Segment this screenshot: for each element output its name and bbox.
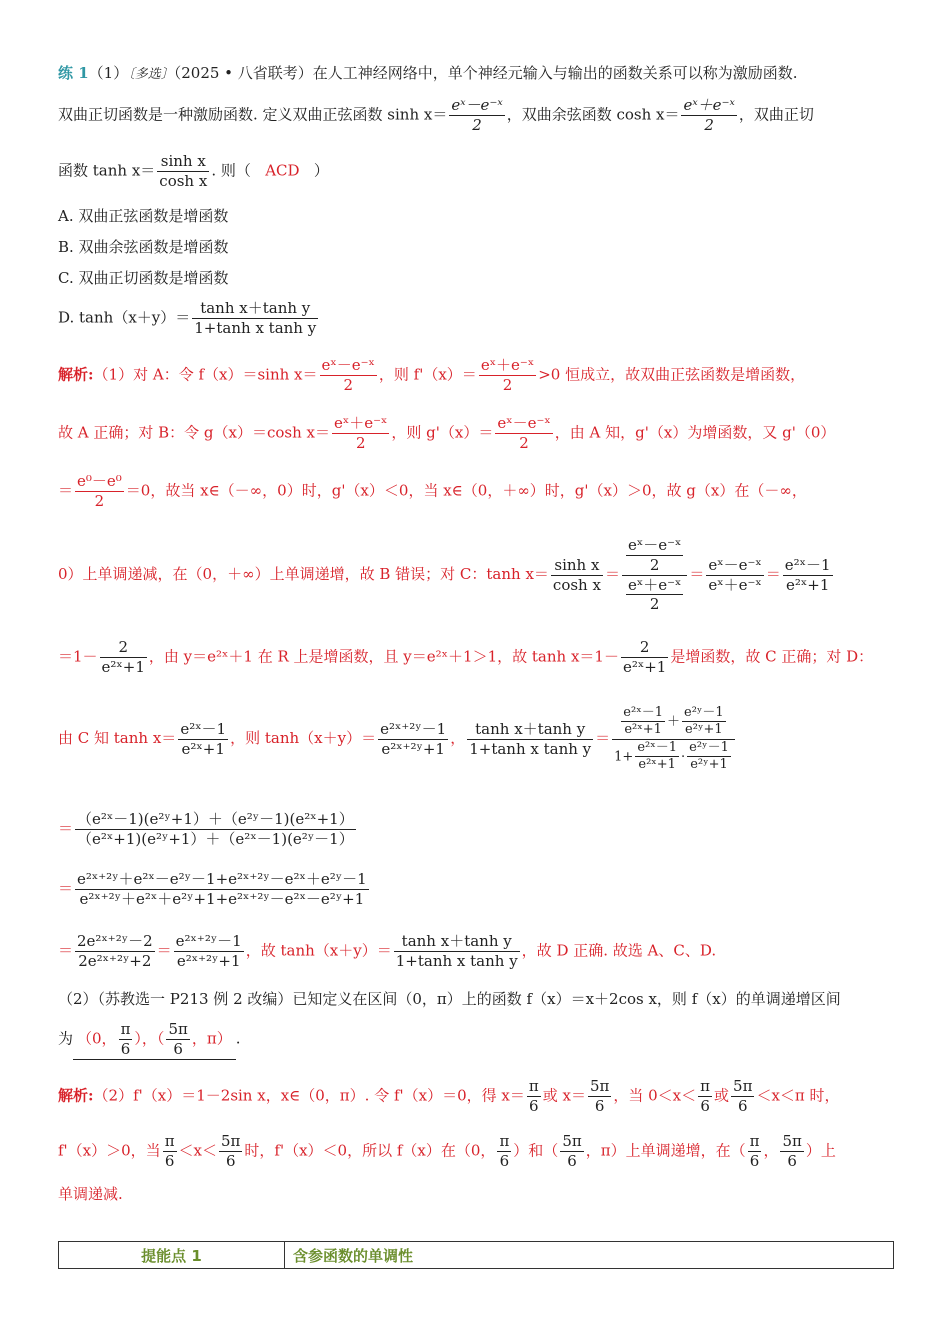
frac-den: cosh x xyxy=(552,575,601,594)
sol-text: （1）对 A：令 f（x）＝sinh x＝ xyxy=(93,365,318,384)
frac-den: 6 xyxy=(499,1151,510,1170)
frac-num: e²ˣ－1 xyxy=(621,705,665,722)
sol-text: 是增函数，故 C 正确；对 D： xyxy=(670,647,874,666)
frac-den: 6 xyxy=(749,1151,760,1170)
stem-text: D. tanh（x＋y）＝ xyxy=(58,308,191,327)
frac-num: e²ˣ⁺²ʸ－1 xyxy=(175,932,242,950)
solution2-line-3: 单调递减. xyxy=(58,1185,123,1203)
q2-line-2 xyxy=(58,1020,892,1060)
frac xyxy=(497,1132,511,1171)
frac-den: e²ʸ+1 xyxy=(685,722,723,738)
frac xyxy=(682,705,726,739)
frac-num: 5π xyxy=(221,1132,241,1150)
section-title: 含参函数的单调性 xyxy=(293,1246,414,1265)
q2-line-1: （2）（苏教选一 P213 例 2 改编）已知定义在区间（0，π）上的函数 f（x）＝x＋2cos x，则 f（x）的单调递增区间 xyxy=(58,990,841,1008)
frac-num: eˣ＋e⁻ˣ xyxy=(627,575,682,594)
frac-den: 2 xyxy=(704,115,714,134)
frac-den: 6 xyxy=(700,1096,710,1115)
frac-den: （e²ˣ+1)(e²ʸ+1）＋（e²ˣ－1)(e²ʸ－1） xyxy=(77,829,354,848)
question-stem: 在人工神经网络中，单个神经元输入与输出的函数关系可以称为激励函数. xyxy=(312,64,798,82)
sol-text: 由 C 知 tanh x＝ xyxy=(58,729,177,747)
stem-text: ，双曲余弦函数 cosh x＝ xyxy=(506,105,680,124)
frac-num: $\frac{\text{e²ˣ－1}}{\text{e²ˣ+1}}$ ＋ $\frac{\text{e²ʸ－1}}{\text{e²ʸ+1}}$ xyxy=(612,705,735,740)
frac-den: e²ˣ⁺²ʸ+1 xyxy=(381,739,445,758)
sol-text: ，则 f'（x）＝ xyxy=(378,365,477,384)
sol-text: ，则 tanh（x＋y）＝ xyxy=(230,729,377,747)
frac-num: eˣ－e⁻ˣ xyxy=(451,96,503,114)
stem-text: ） xyxy=(313,161,329,180)
frac xyxy=(748,1132,762,1171)
frac-num: 2 xyxy=(100,638,147,658)
frac-num: π xyxy=(749,1132,760,1150)
frac-num: tanh x＋tanh y xyxy=(394,932,520,952)
frac xyxy=(75,810,356,849)
frac-num: tanh x＋tanh y xyxy=(467,720,593,740)
sol-text: 或 x＝ xyxy=(542,1086,586,1105)
cosh-fraction xyxy=(681,96,736,135)
frac-den: 1+tanh x tanh y xyxy=(469,739,592,758)
part-label: （1） xyxy=(88,64,129,82)
sol-text: >0 恒成立，故双曲正弦函数是增函数， xyxy=(538,365,806,384)
frac xyxy=(75,472,124,511)
solution-line-6 xyxy=(58,705,892,773)
stem-text: . 则（ xyxy=(211,161,251,180)
solution2-label: 解析: xyxy=(58,1086,94,1105)
q1-line-2 xyxy=(58,96,892,135)
frac-num: e²ˣ⁺²ʸ＋e²ˣ－e²ʸ－1+e²ˣ⁺²ʸ－e²ˣ＋e²ʸ－1 xyxy=(77,870,367,888)
frac-den: e²ˣ+1 xyxy=(624,722,662,738)
sol-text: ＝ xyxy=(604,565,620,583)
sol-text: ＜x＜π 时， xyxy=(756,1086,840,1105)
stem-text: ，双曲正切 xyxy=(738,105,814,124)
frac-num xyxy=(622,536,687,576)
sinh-fraction xyxy=(449,96,504,135)
sol-text: ＝1－ xyxy=(58,647,98,666)
solution-line-9: ＝ $\frac{\text{2e²ˣ⁺²ʸ－2}}{\text{2e²ˣ⁺²ʸ+2}}$ ＝ $\frac{\text{e²ˣ⁺²ʸ－1}}{\text{e²ˣ⁺²ʸ+1}}$ ，故 tanh（x＋y）＝ $\frac{\text{tanh x＋tanh y}}{\text{1+tanh x tanh y}}$ ，故 D 正确. 故选 A、C、D. xyxy=(58,932,717,970)
solution-line-3 xyxy=(58,472,892,511)
frac xyxy=(479,356,536,395)
frac-num: e²ˣ⁺²ʸ－1 xyxy=(380,719,447,738)
frac xyxy=(560,1132,583,1171)
sol-text: 时，f'（x）＜0，所以 f（x）在（0， xyxy=(244,1141,496,1160)
frac-den: 1+tanh x tanh y xyxy=(194,318,317,337)
exercise-label: 练 1 xyxy=(58,64,89,82)
sol-text: ＝ xyxy=(765,565,781,583)
frac xyxy=(621,638,668,677)
sol-text: ＝ xyxy=(689,565,705,583)
frac-den: e²ˣ+1 xyxy=(786,575,830,594)
frac-den: 2 xyxy=(519,433,529,452)
frac-num: 5π xyxy=(733,1077,753,1095)
frac-num: e²ʸ－1 xyxy=(687,740,731,757)
frac xyxy=(75,870,369,909)
sol-text: f'（x）＞0，当 xyxy=(58,1141,161,1160)
frac-num: sinh x xyxy=(157,152,209,172)
sol-text: ＝0，故当 x∈（－∞，0）时，g'（x）＜0，当 x∈（0，＋∞）时，g'（x）＞0，故 g（x）在（－∞， xyxy=(125,481,807,500)
solution-line-7: ＝ $\frac{\text{（e²ˣ－1)(e²ʸ+1）＋（e²ʸ－1)(e²ˣ+1）}}{\text{（e²ˣ+1)(e²ʸ+1）＋（e²ˣ－1)(e²ʸ－1）}}$ xyxy=(58,810,354,848)
frac-num: e²ˣ－1 xyxy=(180,719,227,738)
frac-num: 5π xyxy=(562,1132,582,1150)
frac xyxy=(320,356,377,395)
sol-text: ，故 D 正确. 故选 A、C、D. xyxy=(521,941,717,960)
tanh-fraction xyxy=(157,152,209,191)
sol-text: ＝ xyxy=(58,481,74,500)
frac-num: π xyxy=(120,1020,131,1038)
frac-num: π xyxy=(164,1132,175,1150)
sol-text: 故 A 正确；对 B：令 g（x）＝cosh x＝ xyxy=(58,423,331,442)
sol-text: ）上 xyxy=(805,1141,836,1160)
frac xyxy=(394,932,520,971)
frac xyxy=(174,932,244,971)
frac-num: 2 xyxy=(621,638,668,658)
frac xyxy=(621,705,665,739)
option-c: C. 双曲正切函数是增函数 xyxy=(58,269,229,287)
answer: ACD xyxy=(265,161,300,180)
frac-den: 6 xyxy=(594,1096,605,1115)
solution2-line-1 xyxy=(58,1077,892,1116)
frac-den: 2 xyxy=(94,491,105,510)
frac-den: 1+tanh x tanh y xyxy=(395,951,518,970)
frac xyxy=(378,720,448,759)
frac-num: eˣ－e⁻ˣ xyxy=(497,414,551,432)
question-source: （2025 • 八省联考） xyxy=(173,64,313,82)
frac xyxy=(163,1132,177,1171)
frac xyxy=(178,720,228,759)
stem-text: 为 xyxy=(58,1029,74,1048)
frac-den: cosh x xyxy=(159,171,208,190)
frac xyxy=(783,556,833,595)
frac-num: π xyxy=(700,1077,711,1095)
question-tag: 〔多选〕 xyxy=(128,67,174,82)
frac-den: 2 xyxy=(343,375,353,394)
frac-num: eˣ－e⁻ˣ xyxy=(708,555,762,574)
frac-den: 6 xyxy=(164,1151,175,1170)
frac-den: 2 xyxy=(355,433,366,452)
frac xyxy=(706,556,763,595)
sol-text: ，由 A 知，g'（x）为增函数，又 g'（0） xyxy=(554,423,836,442)
solution-line-1 xyxy=(58,356,892,395)
frac-num: e⁰－e⁰ xyxy=(77,472,122,490)
solution-line-4 xyxy=(58,536,892,614)
frac-den: e²ˣ+1 xyxy=(638,756,676,772)
frac-den: 2 xyxy=(472,115,482,134)
frac xyxy=(219,1132,242,1171)
frac xyxy=(119,1020,133,1059)
frac xyxy=(698,1077,712,1116)
frac-den: 6 xyxy=(120,1039,131,1058)
sol-text: ， xyxy=(450,729,466,747)
frac-den: 6 xyxy=(737,1096,748,1115)
frac-num: eˣ－e⁻ˣ xyxy=(321,356,375,374)
frac-den: e²ˣ⁺²ʸ+1 xyxy=(176,951,241,970)
frac-den: e²ˣ+1 xyxy=(181,739,225,758)
sol-text: ，当 0＜x＜ xyxy=(613,1086,697,1105)
ans-text: ，π） xyxy=(191,1029,232,1048)
option-a: A. 双曲正弦函数是增函数 xyxy=(58,207,229,225)
frac-num: e²ˣ－1 xyxy=(635,740,679,757)
frac-den: e²ˣ+1 xyxy=(622,657,667,676)
frac-den xyxy=(622,576,687,615)
frac-num: eˣ＋e⁻ˣ xyxy=(683,96,735,114)
frac-den: 6 xyxy=(225,1151,236,1170)
frac xyxy=(635,740,679,774)
sol-text: ）和（ xyxy=(513,1141,559,1160)
section-header-table xyxy=(58,1241,894,1269)
frac-den: 2 xyxy=(649,595,660,614)
frac-num: eˣ－e⁻ˣ xyxy=(627,536,682,554)
frac-den: 2 xyxy=(502,375,513,394)
frac-den: e²ˣ+1 xyxy=(101,657,145,676)
sol-text: ，由 y＝e²ˣ＋1 在 R 上是增函数，且 y＝e²ˣ＋1＞1，故 tanh x＝1－ xyxy=(148,647,619,666)
option-b: B. 双曲余弦函数是增函数 xyxy=(58,238,229,256)
frac-num: sinh x xyxy=(551,556,603,576)
option-d-fraction xyxy=(192,299,318,338)
frac-den: 2e²ˣ⁺²ʸ+2 xyxy=(78,951,152,970)
stem-text: 双曲正切函数是一种激励函数. 定义双曲正弦函数 sinh x＝ xyxy=(58,105,448,124)
frac-num: tanh x＋tanh y xyxy=(192,299,318,319)
frac xyxy=(332,414,389,453)
solution-label: 解析: xyxy=(58,365,94,384)
frac xyxy=(527,1077,541,1116)
ans-text: （0， xyxy=(77,1029,117,1048)
frac-num: e²ˣ－1 xyxy=(784,555,831,574)
sol-text: ，π）上单调递增，在（ xyxy=(585,1141,746,1160)
frac xyxy=(495,414,552,453)
frac xyxy=(100,638,147,677)
frac-num: （e²ˣ－1)(e²ʸ+1）＋（e²ʸ－1)(e²ˣ+1） xyxy=(77,810,354,828)
section-label: 提能点 1 xyxy=(59,1242,285,1268)
frac xyxy=(626,576,683,615)
sol-text: 或 xyxy=(714,1086,730,1105)
frac xyxy=(588,1077,611,1116)
sol-text: ＜x＜ xyxy=(178,1141,218,1160)
q1-line-1 xyxy=(58,64,892,84)
sol-text: ，则 g'（x）＝ xyxy=(391,423,494,442)
frac-den: 2 xyxy=(649,555,660,574)
frac-num: π xyxy=(499,1132,510,1150)
frac xyxy=(467,720,593,759)
frac-num: eˣ＋e⁻ˣ xyxy=(334,414,388,432)
frac xyxy=(626,536,683,575)
frac-den: 6 xyxy=(173,1039,183,1058)
frac xyxy=(551,556,603,595)
sol-text: ， xyxy=(763,1141,779,1160)
frac-den: e²ʸ+1 xyxy=(690,756,728,772)
sol-text: （2）f'（x）＝1－2sin x，x∈（0，π）. 令 f'（x）＝0，得 x＝ xyxy=(93,1086,525,1105)
frac-num: 5π xyxy=(782,1132,802,1150)
frac-num: 5π xyxy=(168,1020,188,1038)
frac-num: π xyxy=(528,1077,539,1095)
frac xyxy=(731,1077,754,1116)
option-d xyxy=(58,299,892,338)
frac xyxy=(75,932,155,971)
solution2-line-2 xyxy=(58,1132,892,1171)
frac xyxy=(166,1020,189,1059)
frac xyxy=(622,536,687,614)
q2-answer xyxy=(73,1020,236,1060)
stem-text: . xyxy=(235,1029,241,1048)
ans-text: ），（ xyxy=(134,1029,165,1048)
frac-num: 2e²ˣ⁺²ʸ－2 xyxy=(77,932,153,950)
solution-line-2 xyxy=(58,414,892,453)
frac-num: 5π xyxy=(589,1077,610,1095)
sol-text: ，故 tanh（x＋y）＝ xyxy=(245,941,392,960)
frac-den: eˣ＋e⁻ˣ xyxy=(708,575,762,594)
frac-num: eˣ＋e⁻ˣ xyxy=(480,356,535,374)
frac xyxy=(687,740,731,774)
frac-den: 6 xyxy=(787,1151,797,1170)
frac xyxy=(780,1132,803,1171)
frac xyxy=(612,705,735,773)
solution-line-5 xyxy=(58,638,892,677)
frac-den: e²ˣ⁺²ʸ＋e²ˣ＋e²ʸ+1+e²ˣ⁺²ʸ－e²ˣ－e²ʸ+1 xyxy=(79,889,365,908)
solution-line-8: ＝ $\frac{\text{e²ˣ⁺²ʸ＋e²ˣ－e²ʸ－1+e²ˣ⁺²ʸ－e²ˣ＋e²ʸ－1}}{\text{e²ˣ⁺²ʸ＋e²ˣ＋e²ʸ+1+e²ˣ⁺²ʸ－e²ˣ－e²ʸ+1}}$ xyxy=(58,870,367,908)
frac-num: e²ʸ－1 xyxy=(682,705,726,722)
frac-den: 6 xyxy=(529,1096,539,1115)
sol-text: 0）上单调递减，在（0，＋∞）上单调递增，故 B 错误；对 C：tanh x＝ xyxy=(58,565,549,583)
frac-den: 6 xyxy=(567,1151,577,1170)
sol-text: ＝ xyxy=(595,729,611,747)
stem-text: 函数 tanh x＝ xyxy=(58,161,156,180)
q1-line-3 xyxy=(58,152,892,191)
frac-den: 1+ $\frac{\text{e²ˣ－1}}{\text{e²ˣ+1}}$ · $\frac{\text{e²ʸ－1}}{\text{e²ʸ+1}}$ xyxy=(614,739,729,772)
